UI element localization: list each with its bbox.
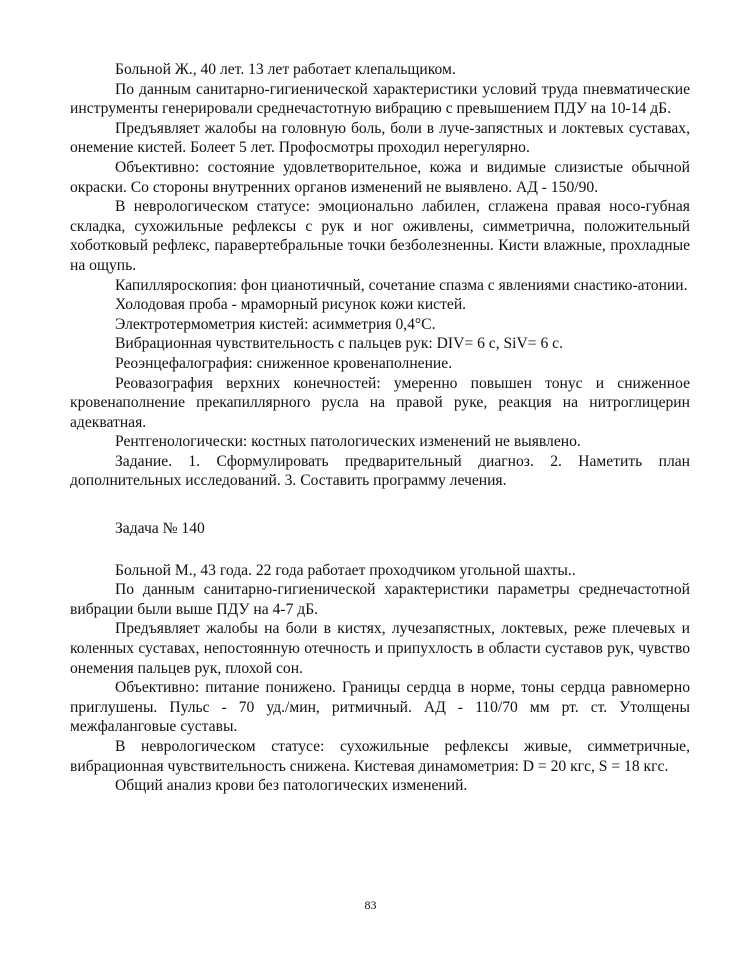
case2-complaints: Предъявляет жалобы на боли в кистях, лучезапястных, локтевых, реже плечевых и коленных суставах, непостоянную отечность и припухлость в области суставов рук, чувство онемения пальцев рук, плохой сон. xyxy=(70,620,690,677)
case1-xray: Рентгенологически: костных патологических изменений не выявлено. xyxy=(115,433,581,451)
case2-hygiene: По данным санитарно-гигиенической характеристики параметры среднечастотной вибрации были выше ПДУ на 4-7 дБ. xyxy=(70,581,690,618)
case1-vibration-sensitivity: Вибрационная чувствительность с пальцев рук: DIV= 6 с, SiV= 6 с. xyxy=(115,335,563,353)
case1-rheovasography: Реовазография верхних конечностей: умеренно повышен тонус и сниженное кровенаполнение прекапиллярного русла на правой руке, реакция на нитроглицерин адекватная. xyxy=(70,374,690,431)
case1-cold-test: Холодовая проба - мраморный рисунок кожи кистей. xyxy=(115,296,467,314)
case2-heading: Задача № 140 xyxy=(115,520,205,538)
case1-intro: Больной Ж., 40 лет. 13 лет работает клепальщиком. xyxy=(115,61,456,78)
case1-neuro-status: В неврологическом статусе: эмоционально лабилен, сглажена правая носо-губная складка, сухожильные рефлексы с рук и ног оживлены, симметрична, положительный хоботковый рефлекс, паравертебральные точки безболезненны. Кисти влажные, прохладные на ощупь. xyxy=(70,198,690,274)
case2-blood-test: Общий анализ крови без патологических изменений. xyxy=(115,777,468,795)
page-number: 83 xyxy=(364,898,377,912)
case2-neuro-status: В неврологическом статусе: сухожильные рефлексы живые, симметричные, вибрационная чувствительность снижена. Кистевая динамометрия: D = 20 кгс, S = 18 кгс. xyxy=(70,738,690,775)
case2-intro: Больной М., 43 года. 22 года работает проходчиком угольной шахты.. xyxy=(115,561,576,579)
case1-complaints: Предъявляет жалобы на головную боль, боли в луче-запястных и локтевых суставах, онемение кистей. Болеет 5 лет. Профосмотры проходил нерегулярно. xyxy=(70,119,690,157)
case1-task: Задание. 1. Сформулировать предварительный диагноз. 2. Наметить план дополнительных исследований. 3. Составить программу лечения. xyxy=(70,452,690,490)
case1-rheoencephalography: Реоэнцефалография: сниженное кровенаполнение. xyxy=(115,354,453,372)
case1-electrothermometry: Электротермометрия кистей: асимметрия 0,4°С. xyxy=(115,315,436,333)
case1-objective: Объективно: состояние удовлетворительное, кожа и видимые слизистые обычной окраски. Со стороны внутренних органов изменений не выявлено. АД - 150/90. xyxy=(70,158,690,196)
page-content xyxy=(70,60,690,796)
case2-objective: Объективно: питание понижено. Границы сердца в норме, тоны сердца равномерно приглушены. Пульс - 70 уд./мин, ритмичный. АД - 110/70 мм рт. ст. Утолщены межфаланговые суставы. xyxy=(70,679,690,736)
case1-capillaroscopy: Капилляроскопия: фон цианотичный, сочетание спазма с явлениями снастико-атонии. xyxy=(115,276,688,294)
case1-hygiene: По данным санитарно-гигиенической характеристики условий труда пневматические инструменты генерировали среднечастотную вибрацию с превышением ПДУ на 10-14 дБ. xyxy=(70,80,690,118)
